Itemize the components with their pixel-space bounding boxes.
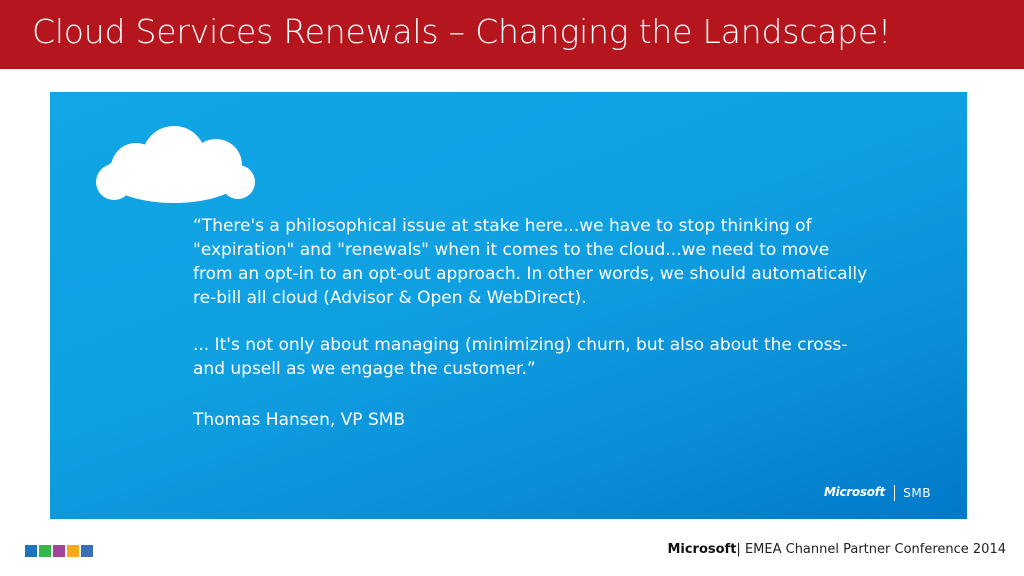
quote-text: [193, 214, 873, 310]
division-label: SMB: [903, 486, 931, 500]
color-square: [53, 545, 65, 557]
color-square: [39, 545, 51, 557]
quote-panel: [50, 92, 967, 519]
title-bar: [0, 0, 1024, 69]
footer: [667, 542, 1006, 557]
quote-paragraph-2: ... It's not only about managing (minimizing) churn, but also about the cross- and upsell as we engage the customer.”: [193, 335, 848, 379]
logo-divider: [894, 485, 895, 501]
quote-author: Thomas Hansen, VP SMB: [193, 410, 406, 430]
microsoft-logo: Microsoft: [824, 485, 885, 499]
slide-title: Cloud Services Renewals – Changing the Landscape!: [32, 12, 892, 51]
quote-paragraph-1: “There's a philosophical issue at stake here...we have to stop thinking of "expiration" and "renewals" when it comes to the cloud...we need to move from an opt-in to an opt-out approach. In other words, we should automatically re-bill all cloud (Advisor & Open & WebDirect).: [193, 216, 868, 308]
footer-separator: |: [736, 542, 741, 557]
cloud-icon: [74, 120, 274, 210]
footer-brand: Microsoft: [667, 542, 737, 557]
color-square: [67, 545, 79, 557]
footer-event: EMEA Channel Partner Conference 2014: [740, 542, 1006, 557]
color-square: [81, 545, 93, 557]
color-square: [25, 545, 37, 557]
brand-color-squares: [25, 545, 93, 557]
